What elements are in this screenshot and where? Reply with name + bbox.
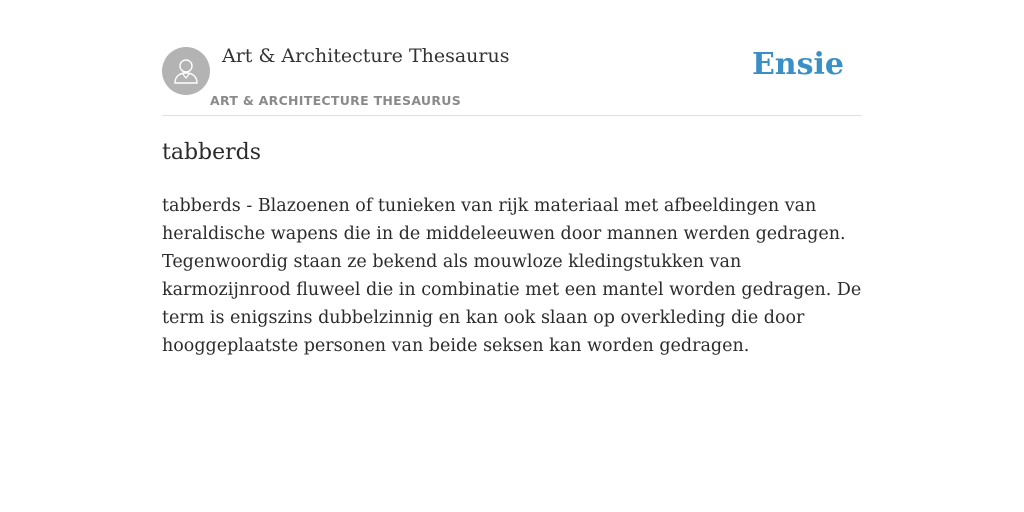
ensie-logo[interactable]: Ensie (751, 47, 844, 82)
source-name-link[interactable]: Art & Architecture Thesaurus (222, 45, 510, 67)
term-title: tabberds (162, 140, 262, 165)
source-caption: ART & ARCHITECTURE THESAURUS (210, 93, 462, 108)
page-container (162, 0, 862, 356)
user-icon (171, 56, 201, 86)
avatar[interactable] (162, 47, 210, 95)
header (162, 0, 862, 116)
definition-text: tabberds - Blazoenen of tunieken van rijk materiaal met afbeeldingen van heraldische wapens die in de middeleeuwen door mannen werden gedragen. Tegenwoordig staan ze bekend als mouwloze kledingstukken van karmozijnrood fluweel die in combinatie met een mantel worden gedragen. De term is enigszins dubbelzinnig en kan ook slaan op overkleding die door hooggeplaatste personen van beide seksen kan worden gedragen. (162, 196, 862, 356)
